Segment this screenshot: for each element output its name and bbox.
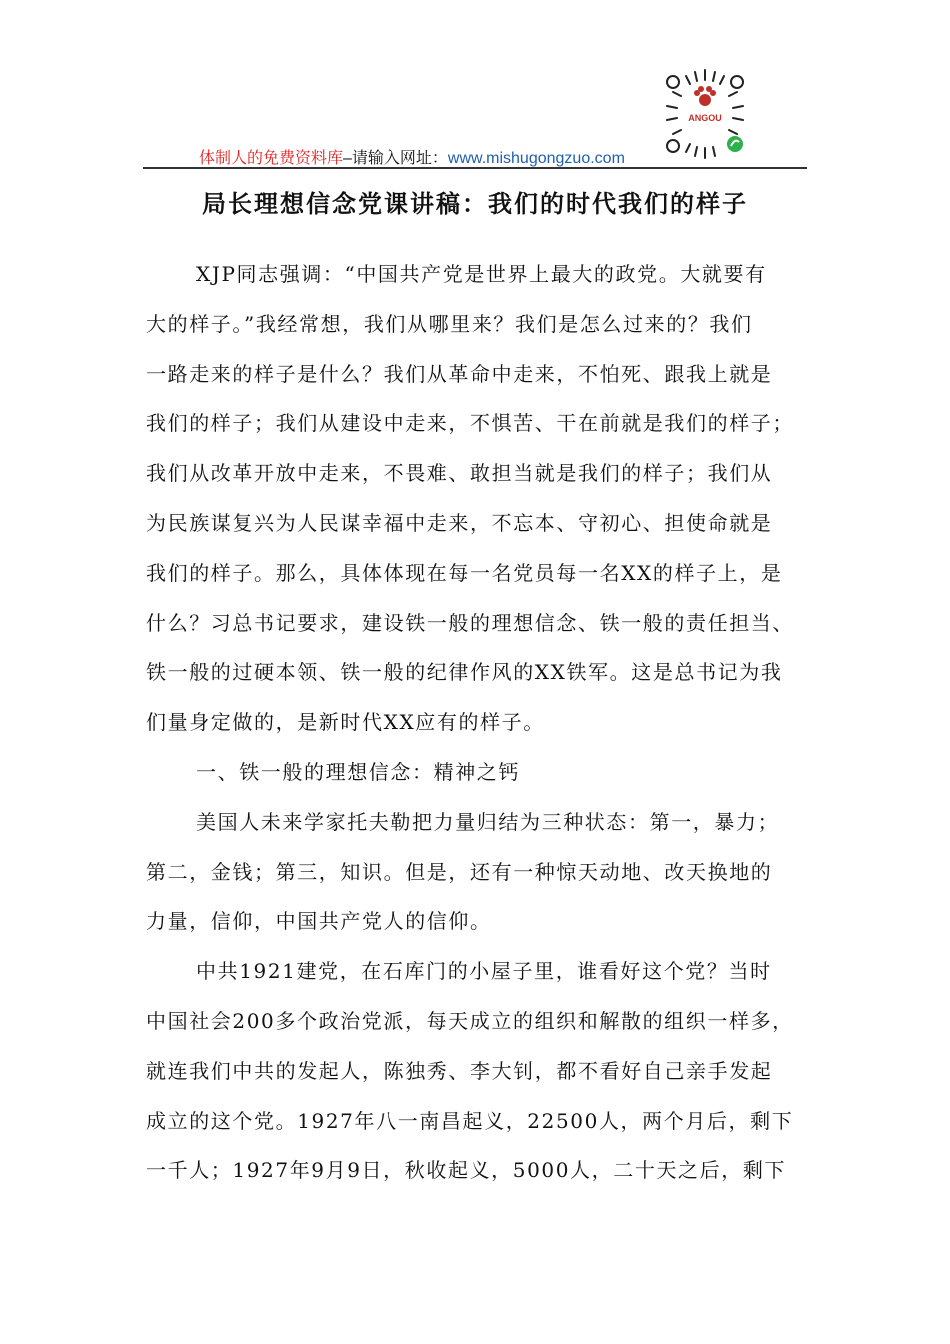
text-line: 第二，金钱；第三，知识。但是，还有一种惊天动地、改天换地的 bbox=[146, 859, 773, 884]
text-line: XJP同志强调：“中国共产党是世界上最大的政党。大就要有 bbox=[196, 262, 767, 286]
text-line: 我们的样子。那么，具体体现在每一名党员每一名XX的样子上，是 bbox=[146, 560, 783, 585]
text-line: 中共1921建党，在石库门的小屋子里，谁看好这个党？当时 bbox=[196, 959, 772, 984]
document-title: 局长理想信念党课讲稿：我们的时代我们的样子 bbox=[202, 189, 748, 218]
text-line: 铁一般的过硬本领、铁一般的纪律作风的XX铁军。这是总书记为我 bbox=[146, 660, 783, 685]
text-line: 大的样子。”我经常想，我们从哪里来？我们是怎么过来的？我们 bbox=[146, 311, 753, 336]
text-line: 就连我们中共的发起人，陈独秀、李大钊，都不看好自己亲手发起 bbox=[146, 1058, 773, 1083]
banner-slogan: 体制人的免费资料库 bbox=[199, 150, 344, 167]
banner-url-link[interactable]: www.mishugongzuo.com bbox=[447, 150, 625, 167]
text-line: 我们从改革开放中走来，不畏难、敢担当就是我们的样子；我们从 bbox=[146, 461, 773, 486]
text-line: 为民族谋复兴为人民谋幸福中走来，不忘本、守初心、担使命就是 bbox=[146, 511, 773, 535]
header-divider bbox=[143, 167, 807, 169]
text-line: 们量身定做的，是新时代XX应有的样子。 bbox=[146, 710, 545, 735]
banner-prompt: –请输入网址： bbox=[343, 150, 448, 167]
text-line: 什么？习总书记要求，建设铁一般的理想信念、铁一般的责任担当、 bbox=[146, 610, 794, 635]
site-banner bbox=[199, 145, 625, 168]
text-line: 我们的样子；我们从建设中走来，不惧苦、干在前就是我们的样子； bbox=[146, 411, 794, 436]
text-line: 成立的这个党。1927年八一南昌起义，22500人，两个月后，剩下 bbox=[146, 1108, 794, 1133]
text-line: 一千人；1927年9月9日，秋收起义，5000人，二十天之后，剩下 bbox=[146, 1158, 787, 1183]
text-line: 美国人未来学家托夫勒把力量归结为三种状态：第一，暴力； bbox=[196, 809, 780, 834]
svg-text:ANGOU: ANGOU bbox=[688, 113, 722, 123]
text-line: 一、铁一般的理想信念：精神之钙 bbox=[196, 760, 520, 784]
text-line: 中国社会200多个政治党派，每天成立的组织和解散的组织一样多， bbox=[146, 1009, 794, 1033]
text-line: 力量，信仰，中国共产党人的信仰。 bbox=[146, 909, 492, 934]
text-line: 一路走来的样子是什么？我们从革命中走来，不怕死、跟我上就是 bbox=[146, 361, 773, 386]
qr-code-icon bbox=[657, 66, 753, 162]
